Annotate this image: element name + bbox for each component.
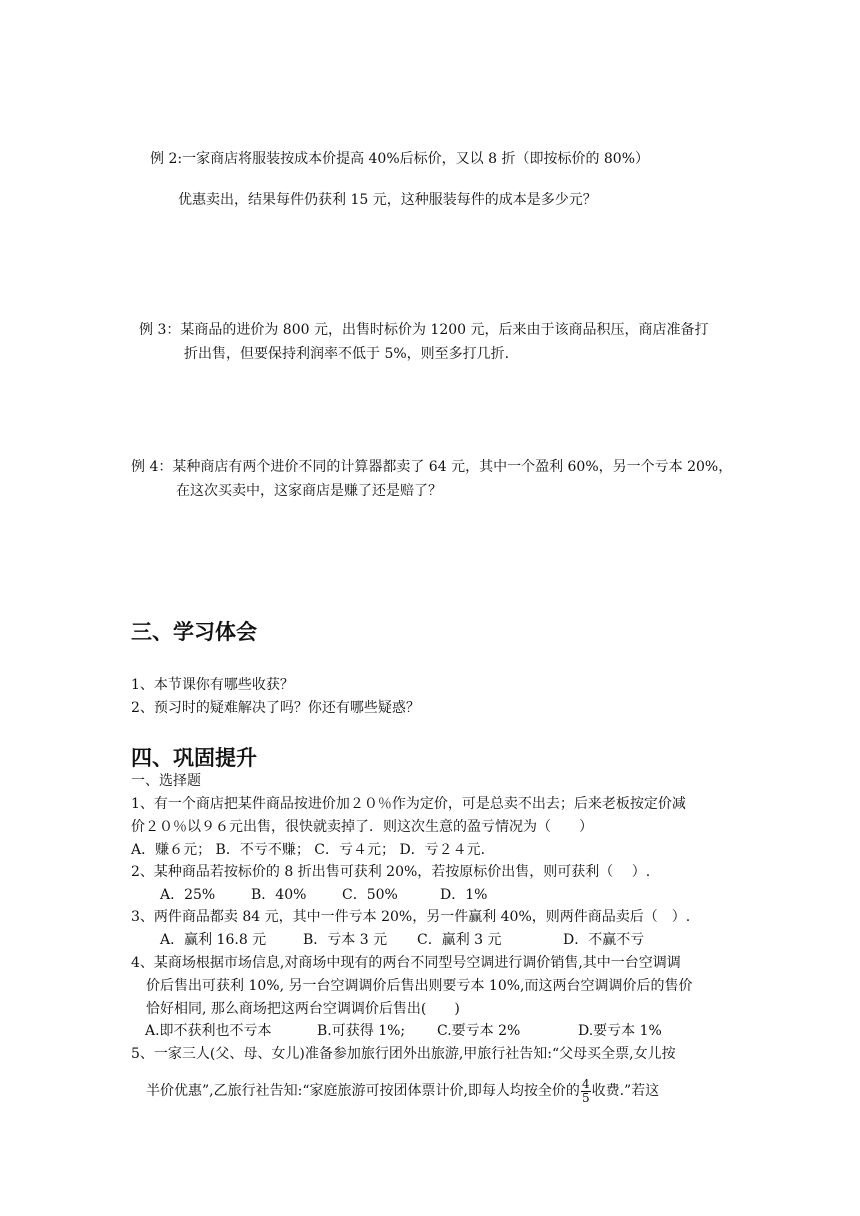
example-3-line-1: 例 3：某商品的进价为 800 元，出售时标价为 1200 元，后来由于该商品积压，商店准备打	[139, 322, 709, 338]
fraction-numerator: 4	[581, 1076, 590, 1091]
problem-4-option-a: A.即不获利也不亏本	[145, 1023, 272, 1039]
problem-3-option-c: C．赢利 3 元	[417, 932, 502, 948]
fraction-denominator: 5	[581, 1090, 590, 1105]
problem-5-line-1: 5、一家三人(父、母、女儿)准备参加旅行团外出旅游,甲旅行社告知:“父母买全票,女儿按	[131, 1046, 676, 1062]
section-4-heading: 四、巩固提升	[131, 746, 257, 770]
section-3-question-2: 2、预习时的疑难解决了吗？你还有哪些疑惑？	[131, 700, 420, 716]
section-4-subheading: 一、选择题	[131, 773, 201, 789]
problem-1-line-2: 价２０％以９６元出售，很快就卖掉了．则这次生意的盈亏情况为（ ）	[131, 819, 593, 835]
problem-3-option-b: B．亏本 3 元	[303, 932, 388, 948]
example-2-line-1: 例 2:一家商店将服装按成本价提高 40%后标价，又以 8 折（即按标价的 80%）	[150, 151, 650, 167]
example-4-line-2: 在这次买卖中，这家商店是赚了还是赔了？	[176, 483, 442, 499]
problem-1-line-1: 1、有一个商店把某件商品按进价加２０％作为定价，可是总卖不出去；后来老板按定价减	[131, 796, 686, 812]
section-3-heading: 三、学习体会	[131, 620, 257, 644]
problem-2-option-a: A．25%	[160, 887, 216, 903]
example-3-line-2: 折出售，但要保持利润率不低于 5%，则至多打几折.	[184, 346, 510, 362]
example-4-line-1: 例 4：某种商店有两个进价不同的计算器都卖了 64 元，其中一个盈利 60%，另一个亏本 20%，	[131, 459, 733, 475]
problem-2-option-b: B．40%	[251, 887, 307, 903]
problem-4-option-d: D.要亏本 1%	[578, 1023, 662, 1039]
problem-5-line-2-text-b: 收费.”若这	[591, 1083, 660, 1099]
problem-4-option-b: B.可获得 1%;	[317, 1023, 406, 1039]
problem-5-line-2	[146, 1076, 659, 1106]
four-fifths-fraction	[581, 1078, 591, 1105]
problem-3-option-d: D．不赢不亏	[563, 932, 645, 948]
problem-2-option-d: D．1%	[440, 887, 488, 903]
problem-4-line-3: 恰好相同, 那么商场把这两台空调调价后售出( )	[146, 1001, 460, 1017]
problem-4-option-c: C.要亏本 2%	[437, 1023, 521, 1039]
problem-4-line-2: 价后售出可获利 10%, 另一台空调调价后售出则要亏本 10%,而这两台空调调价后的售价	[146, 978, 693, 994]
section-3-question-1: 1、本节课你有哪些收获？	[131, 677, 294, 693]
problem-1-options: A．赚６元； B．不亏不赚； C．亏４元； D．亏２４元．	[131, 842, 495, 858]
example-2-line-2: 优惠卖出，结果每件仍获利 15 元，这种服装每件的成本是多少元？	[178, 192, 597, 208]
problem-2-line-1: 2、某种商品若按标价的 8 折出售可获利 20%，若按原标价出售，则可获利（ ）.	[131, 864, 651, 880]
problem-5-line-2-text-a: 半价优惠”,乙旅行社告知:“家庭旅游可按团体票计价,即每人均按全价的	[146, 1083, 580, 1099]
problem-4-line-1: 4、某商场根据市场信息,对商场中现有的两台不同型号空调进行调价销售,其中一台空调调	[131, 955, 681, 971]
problem-3-line-1: 3、两件商品都卖 84 元，其中一件亏本 20%，另一件赢利 40%，则两件商品卖后（ ）.	[131, 909, 691, 925]
problem-2-option-c: C．50%	[342, 887, 398, 903]
problem-3-option-a: A．赢利 16.8 元	[160, 932, 267, 948]
